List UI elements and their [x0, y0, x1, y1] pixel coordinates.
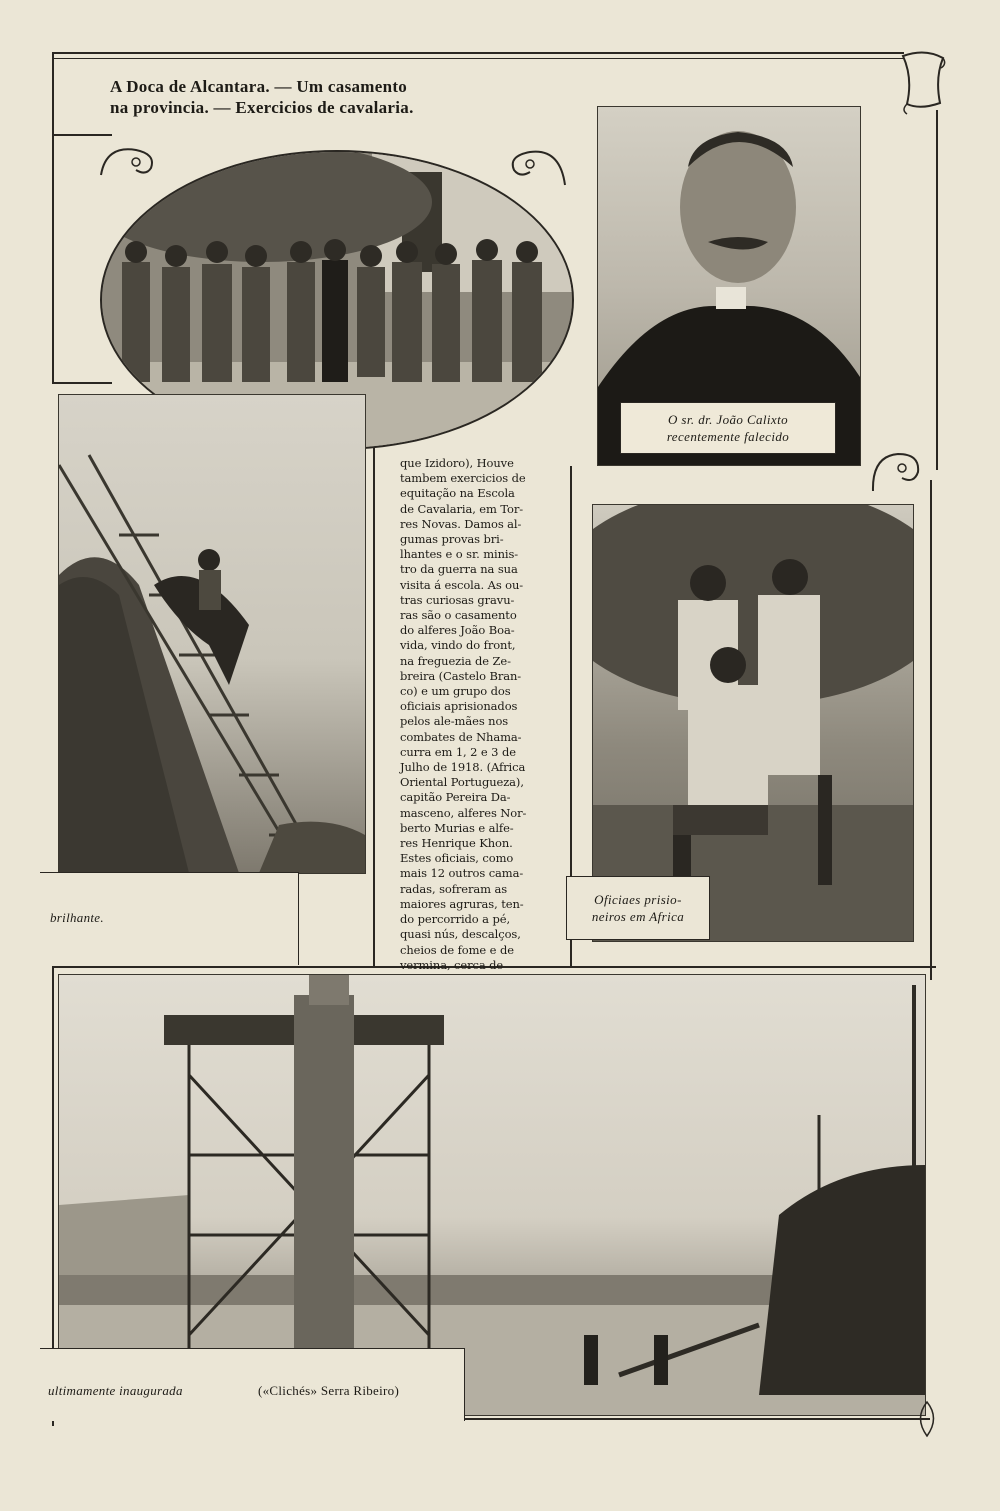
- frame-top-line: [52, 52, 904, 54]
- frame-col-left: [373, 446, 375, 966]
- article-line: ras são o casamento: [400, 608, 517, 623]
- article-line: vida, vindo do front,: [400, 638, 516, 653]
- article-line: tras curiosas gravu-: [400, 592, 515, 607]
- article-line: combates de Nhama-: [400, 729, 522, 744]
- article-line: masceno, alferes Nor-: [400, 805, 527, 820]
- frame-bottom-line: [460, 1418, 930, 1420]
- frame-right-line: [936, 110, 938, 470]
- frame-left-line: [52, 52, 54, 134]
- oval-flourish-right-icon: [480, 140, 570, 190]
- dock-credit: («Clichés» Serra Ribeiro): [258, 1383, 400, 1398]
- page-headline: [110, 76, 530, 118]
- article-line: do alferes João Boa-: [400, 623, 515, 638]
- article-line: capitão Pereira Da-: [400, 790, 511, 805]
- bottom-flourish-icon: [912, 1400, 942, 1440]
- article-line: que Izidoro), Houve: [400, 456, 514, 470]
- portrait-caption-box: [620, 402, 836, 454]
- article-line: berto Murias e alfe-: [400, 820, 514, 835]
- article-line: do percorrido a pé,: [400, 912, 511, 927]
- article-line: cheios de fome e de: [400, 942, 514, 957]
- headline-line-1: A Doca de Alcantara. — Um casamento: [110, 77, 408, 96]
- frame-left-mid: [52, 134, 54, 384]
- cavalry-caption: brilhante.: [50, 910, 104, 925]
- frame-right-lower: [930, 480, 932, 980]
- article-line: mais 12 outros cama-: [400, 866, 524, 881]
- prisoners-caption-line-1: Oficiaes prisio-: [594, 892, 682, 907]
- article-line: tro da guerra na sua: [400, 562, 518, 577]
- headline-line-2: na provincia. — Exercicios de cavalaria.: [110, 98, 414, 117]
- frame-top-line-inner: [52, 58, 904, 59]
- article-line: tambem exercicios de: [400, 471, 526, 486]
- cavalry-illustration: [59, 395, 365, 873]
- article-line: vermina, cerca de: [400, 957, 504, 972]
- article-line: breira (Castelo Bran-: [400, 668, 522, 683]
- article-line: radas, sofreram as: [400, 881, 508, 896]
- article-line: maiores agruras, ten-: [400, 896, 524, 911]
- frame-left-mid-h: [52, 134, 112, 136]
- article-line: Estes oficiais, como: [400, 851, 514, 866]
- article-line: lhantes e o sr. minis-: [400, 547, 519, 562]
- oval-flourish-left-icon: [96, 140, 176, 180]
- article-line: de Cavalaria, em Tor-: [400, 501, 524, 516]
- article-line: oficiais aprisionados: [400, 699, 518, 714]
- portrait-caption-line-2: recentemente falecido: [666, 429, 790, 444]
- prisoners-caption-box: [566, 876, 710, 940]
- article-text: [400, 456, 553, 1034]
- article-line: co) e um grupo dos: [400, 684, 511, 699]
- article-line: Oriental Portugueza),: [400, 775, 524, 790]
- article-line: visita á escola. As ou-: [400, 577, 524, 592]
- article-line: na freguezia de Ze-: [400, 653, 511, 668]
- article-line: Julho de 1918. (Africa: [400, 760, 526, 775]
- article-line: res Novas. Damos al-: [400, 516, 522, 531]
- article-line: gumas provas bri-: [400, 532, 504, 547]
- cavalry-jump-photo: [58, 394, 366, 874]
- dock-caption: ultimamente inaugurada: [48, 1383, 183, 1398]
- article-line: equitação na Escola: [400, 486, 515, 501]
- article-line: curra em 1, 2 e 3 de: [400, 744, 516, 759]
- portrait-caption-line-1: O sr. dr. João Calixto: [667, 412, 789, 427]
- article-line: pelos ale-mães nos: [400, 714, 509, 729]
- scroll-ornament-icon: [895, 48, 950, 118]
- article-line: res Henrique Khon.: [400, 836, 513, 851]
- frame-left-mid-h2: [52, 382, 112, 384]
- prisoners-caption-line-2: neiros em Africa: [591, 909, 685, 924]
- article-line: quasi nús, descalços,: [400, 927, 521, 942]
- portrait-flourish-icon: [868, 446, 938, 496]
